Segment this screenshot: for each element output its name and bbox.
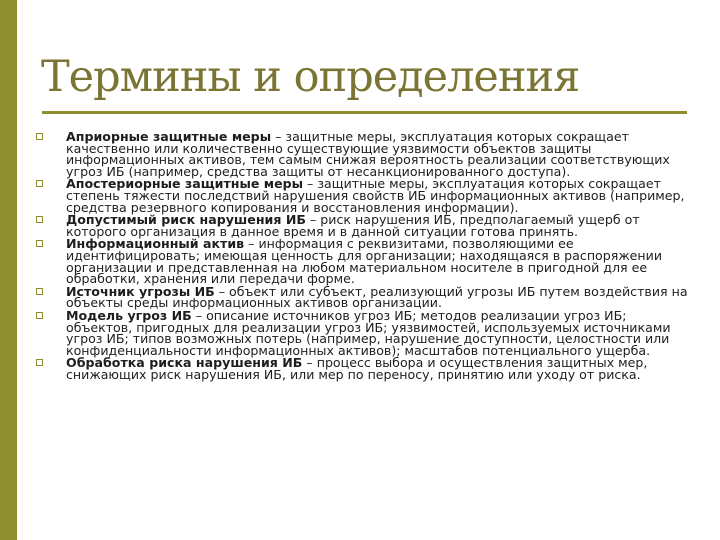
term-name: Апостериорные защитные меры [66,176,304,192]
list-item [36,178,688,213]
list-item [36,357,688,380]
term-definition: – объект или субъект, реализующий угрозы ИБ путем воздействия на объекты среды информационных активов организации. [66,283,688,311]
term-name: Модель угроз ИБ [66,307,192,323]
square-bullet-icon [36,240,43,247]
square-bullet-icon [36,359,43,366]
term-name: Априорные защитные меры [66,129,272,144]
list-item [36,131,688,177]
list-item [36,214,688,237]
square-bullet-icon [36,288,43,295]
slide-title: Термины и определения [41,52,580,102]
term-name: Допустимый риск нарушения ИБ [66,212,306,228]
term-name: Источник угрозы ИБ [66,283,215,299]
term-definition: – процесс выбора и осуществления защитных мер, снижающих риск нарушения ИБ, или мер по переносу, принятию или уходу от риска. [66,355,648,382]
term-name: Обработка риска нарушения ИБ [66,355,303,371]
square-bullet-icon [36,312,43,319]
term-definition: – защитные меры, эксплуатация которых сокращает степень тяжести последствий нарушения свойств ИБ информационных активов (например, средства резервного копирования и восстановления информации). [66,176,685,215]
term-definition: – защитные меры, эксплуатация которых сокращает качественно или количественно существующие уязвимости объектов защиты информационных активов, тем самым снижая вероятность реализации соответствующих угроз ИБ (например, средства защиты от несанкционированного доступа). [66,129,670,179]
list-item [36,236,688,287]
term-definition: – информация с реквизитами, позволяющими ее идентифицировать; имеющая ценность для организации; находящаяся в распоряжении организации и представленная на любом материальном носителе в пригодной для ее обработки, хранения или передачи форме. [66,236,663,287]
term-name: Информационный актив [66,236,245,252]
square-bullet-icon [36,133,43,140]
square-bullet-icon [36,180,43,187]
list-item [36,283,688,311]
term-definition: – риск нарушения ИБ, предполагаемый ущерб от которого организация в данное время и в данной ситуации готова принять. [66,212,640,239]
term-definition: – описание источников угроз ИБ; методов реализации угроз ИБ; объектов, пригодных для реализации угроз ИБ; уязвимостей, используемых источниками угроз ИБ; типов возможных потерь (например, нарушение доступности, целостности или конфиденциальности информационных активов); масштабов потенциального ущерба. [66,307,671,358]
left-accent-bar [0,0,17,540]
list-item [36,307,688,358]
square-bullet-icon [36,216,43,223]
term-list [36,131,688,381]
title-underline [42,111,687,114]
